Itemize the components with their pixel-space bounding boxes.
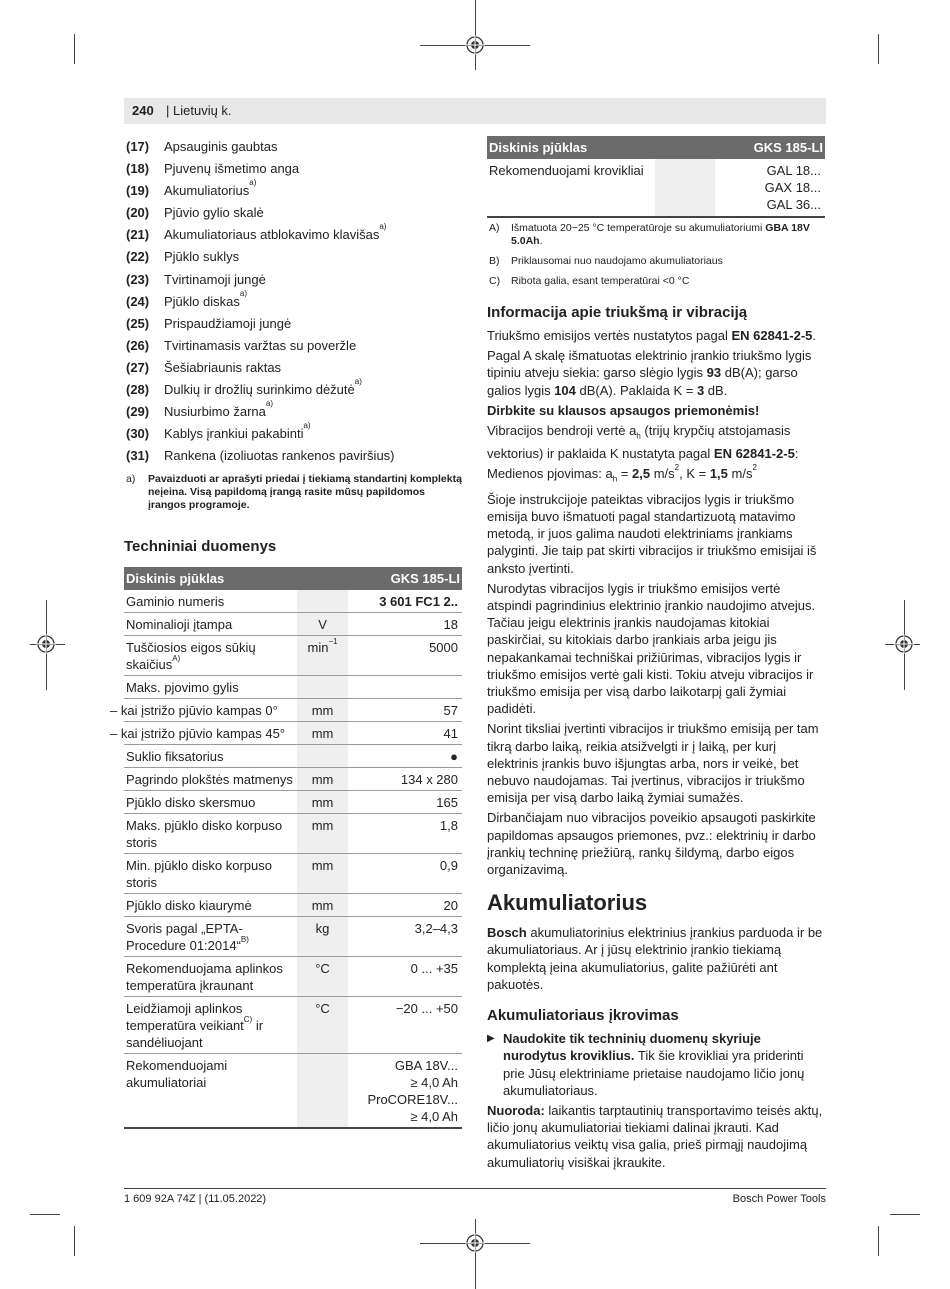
table-row: Pjūklo disko skersmuo mm 165 (124, 791, 462, 814)
table-header-row: Diskinis pjūklas GKS 185-LI (487, 136, 825, 159)
table-row: – kai įstrižo pjūvio kampas 45° mm 41 (124, 722, 462, 745)
part-label: Apsauginis gaubtas (164, 139, 278, 154)
part-number: (21) (126, 227, 150, 243)
part-label: Šešiabriaunis raktas (164, 359, 282, 375)
page-number: 240 (132, 103, 154, 118)
crop-mark (878, 1226, 879, 1256)
crop-mark (74, 1226, 75, 1256)
crop-mark (475, 1219, 476, 1289)
table-header-row: Diskinis pjūklas GKS 185-LI (124, 567, 462, 590)
page-footer (124, 1188, 826, 1205)
section-title-battery: Akumuliatorius (487, 890, 648, 916)
paragraph: Pagal A skalę išmatuotas elektrinio įrankio triukšmo lygis tipiniu atveju siekia: garso slėgio lygis 93 dB(A); garso galios lygis 104 dB(A). Paklaida K = 3 dB. (487, 348, 812, 398)
list-item (124, 269, 464, 291)
part-number: (18) (126, 161, 150, 177)
part-number: (23) (126, 271, 150, 287)
table-row: Maks. pjūklo disko korpuso storis mm 1,8 (124, 814, 462, 854)
part-number: (29) (126, 404, 150, 420)
table-row: Nominalioji įtampa V 18 (124, 613, 462, 636)
part-number: (22) (126, 249, 150, 265)
list-item (124, 202, 464, 224)
document-id: 1 609 92A 74Z | (11.05.2022) (124, 1193, 267, 1205)
table-row: Maks. pjovimo gylis (124, 676, 462, 699)
section-title-tech-data: Techniniai duomenys (124, 538, 277, 556)
brand-label: Bosch Power Tools (732, 1193, 826, 1205)
list-item (124, 224, 464, 246)
instruction-bullet: ▶ Naudokite tik techninių duomenų skyriuje nurodytus kroviklius. Tik šie krovikliai yra priderinti prie Jūsų elektriniame prietaise naudojamo ličio jonų akumuliatoriaus. (487, 1031, 805, 1098)
list-item (124, 158, 464, 180)
registration-mark-icon (465, 35, 485, 55)
table-row: Pjūklo disko kiaurymė mm 20 (124, 894, 462, 917)
parts-footnote: a) Pavaizduoti ar aprašyti priedai į tiekiamą standartinį komplektą neįeina. Visą papildomą įrangą rasite mūsų papildomos įrangos programoje. (126, 473, 462, 512)
table-row: Rekomenduojami akumuliatoriai GBA 18V... ≥ 4,0 Ah ProCORE18V... ≥ 4,0 Ah (124, 1054, 462, 1129)
paragraph: Bosch akumuliatorinius elektrinius įrankius parduoda ir be akumuliatoriaus. Ar į jūsų elektrinio įrankio tiekiamą komplektą įeina akumuliatorius, galite pažiūrėti ant pakuotės. (487, 925, 823, 992)
paragraph: Šioje instrukcijoje pateiktas vibracijos lygis ir triukšmo emisija buvo išmatuoti pagal standartizuotą matavimo metodą, ir juos galima naudoti elektriniams įrankiams palyginti. Jie taip pat skirti vibracijos ir triukšmo emisijai iš anksto įvertinti. (487, 491, 817, 576)
page-header (124, 98, 826, 124)
list-item (124, 379, 464, 401)
paragraph: Dirbančiajam nuo vibracijos poveikio apsaugoti paskirkite papildomas apsaugos priemones, pvz.: elektrinių ir darbo įrankių techninę priežiūrą, rankų šildymą, darbo eigos organizavimą. (487, 810, 816, 878)
list-item (124, 335, 464, 357)
list-item (124, 423, 464, 445)
list-item (124, 180, 464, 202)
part-label: Akumuliatorius$^{a)}$ (164, 178, 257, 199)
list-item (124, 136, 464, 158)
section-title-noise: Informacija apie triukšmą ir vibraciją (487, 304, 748, 321)
part-number: (26) (126, 337, 150, 353)
crop-mark (878, 34, 879, 64)
language-label: | Lietuvių k. (166, 103, 232, 118)
part-number: (20) (126, 205, 150, 221)
paragraph: Nurodytas vibracijos lygis ir triukšmo emisijos vertė atspindi pagrindinius elektrinio įrankio naudojimo atvejus. Tačiau jeigu elektrinis įrankis naudojamas kitokiai paskirčiai, su kitokiais darbo įrankiais arba jeigu jis nepakankamai techniškai prižiūrimas, vibracijos lygis ir triukšmo emisijos vertė gali kisti. Tokiu atveju vibracijos ir triukšmo emisija per visą darbo laikotarpį gali žymiai padidėti. (487, 580, 816, 717)
list-item (124, 401, 464, 423)
part-number: (25) (126, 315, 150, 331)
crop-mark (74, 34, 75, 64)
list-item (124, 445, 464, 467)
section-title-charging: Akumuliatoriaus įkrovimas (487, 1007, 679, 1025)
part-label: Akumuliatoriaus atblokavimo klavišas$^{a)}$ (164, 222, 387, 243)
parts-list (124, 136, 464, 467)
paragraph: Triukšmo emisijos vertės nustatytos pagal EN 62841-2-5. (487, 328, 817, 343)
registration-mark-icon (36, 634, 56, 654)
table-row: – kai įstrižo pjūvio kampas 0° mm 57 (124, 699, 462, 722)
table-row: Svoris pagal „EPTA-Procedure 01:2014“$^{B)}$ kg 3,2–4,3 (124, 917, 462, 957)
crop-mark (30, 1214, 60, 1215)
registration-mark-icon (465, 1233, 485, 1253)
part-label: Pjūvio gylio skalė (164, 205, 264, 221)
warning-text: Dirbkite su klausos apsaugos priemonėmis! (487, 402, 760, 418)
note-paragraph: Nuoroda: laikantis tarptautinių transportavimo teisės aktų, ličio jonų akumuliatoriai tiekiami dalinai įkrauti. Kad akumuliatorius veiktų visa galia, prieš pirmąjį naudojimą akumuliatorių visiškai įkraukite. (487, 1102, 823, 1170)
table-row: Gaminio numeris 3 601 FC1 2.. (124, 590, 462, 613)
part-label: Nusiurbimo žarna$^{a)}$ (164, 399, 273, 420)
list-item (124, 288, 464, 313)
paragraph: Norint tiksliai įvertinti vibracijos ir triukšmo emisiją per tam tikrą darbo laiką, reikia atsižvelgti ir į laiką, per kurį elektrinis įrankis buvo išjungtas arba, nors ir veikė, bet nebuvo naudojamas. Tai įvertinus, vibracijos ir triukšmo emisija per visą darbo laiką žymiai sumažės. (487, 721, 819, 806)
part-number: (19) (126, 183, 150, 199)
table-row: Min. pjūklo disko korpuso storis mm 0,9 (124, 854, 462, 894)
part-label: Rankena (izoliuotas rankenos paviršius) (164, 448, 395, 464)
part-number: (24) (126, 293, 150, 309)
table-row: Leidžiamoji aplinkos temperatūra veikiant$^{C)}$ ir sandėliuojant °C −20 ... +50 (124, 997, 462, 1054)
part-label: Kablys įrankiui pakabinti$^{a)}$ (164, 421, 311, 442)
part-number: (30) (126, 426, 150, 442)
table-row: Suklio fiksatorius ● (124, 745, 462, 768)
footnote-a: A) Išmatuota 20−25 °C temperatūroje su akumuliatoriumi GBA 18V 5.0Ah. (489, 222, 810, 247)
table-row: Rekomenduojami krovikliai GAL 18... GAX 18... GAL 36... (487, 159, 825, 217)
part-label: Dulkių ir drožlių surinkimo dėžutė$^{a)}$ (164, 377, 362, 398)
part-label: Pjūklo suklys (164, 249, 240, 265)
part-label: Tvirtinamasis varžtas su poveržle (164, 337, 357, 353)
arrow-bullet-icon: ▶ (487, 1033, 495, 1045)
table-row: Rekomenduojama aplinkos temperatūra įkraunant °C 0 ... +35 (124, 957, 462, 997)
charger-table (487, 136, 825, 218)
part-label: Prispaudžiamoji jungė (164, 315, 292, 331)
part-number: (28) (126, 382, 150, 398)
list-item (124, 313, 464, 335)
paragraph: Medienos pjovimas: $a_h = 2,5$ $m/s^2$, K = 1,5 $m/s^2$ (487, 463, 757, 484)
part-label: Pjūklo diskas$^{a)}$ (164, 288, 247, 309)
list-item (124, 246, 464, 268)
registration-mark-icon (894, 634, 914, 654)
right-column (487, 136, 827, 1174)
crop-mark (890, 1214, 920, 1215)
part-number: (17) (126, 139, 150, 154)
table-row: Pagrindo plokštės matmenys mm 134 x 280 (124, 768, 462, 791)
left-column (110, 136, 464, 1129)
part-label: Tvirtinamoji jungė (164, 271, 266, 287)
footnote-b: B) Priklausomai nuo naudojamo akumuliatoriaus (489, 255, 723, 267)
footnote-c: C) Ribota galia, esant temperatūrai <0 °C (489, 275, 690, 287)
tech-data-table (110, 567, 462, 1129)
list-item (124, 357, 464, 379)
paragraph: Vibracijos bendroji vertė $a_h$ (trijų krypčių atstojamasis vektorius) ir paklaida K nustatyta pagal EN 62841-2-5: (487, 423, 799, 461)
part-number: (27) (126, 359, 150, 375)
part-number: (31) (126, 448, 150, 464)
table-row: Tuščiosios eigos sūkių skaičius$^{A)}$ $\min^{-1}$ 5000 (124, 636, 462, 676)
part-label: Pjuvenų išmetimo anga (164, 161, 300, 177)
